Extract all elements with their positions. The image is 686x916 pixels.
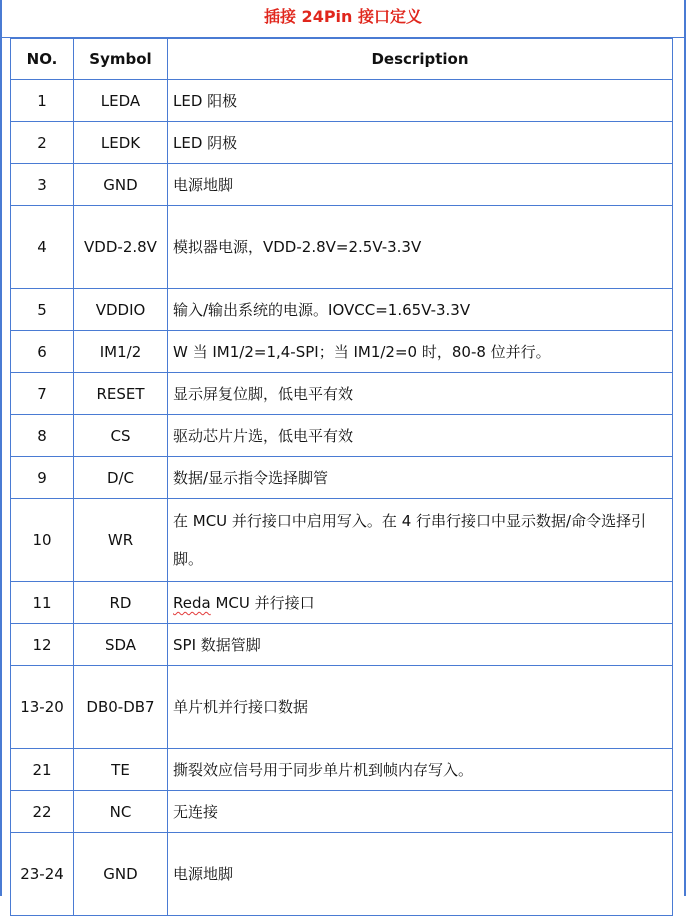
pin-symbol: VDD-2.8V xyxy=(74,206,168,289)
table-row xyxy=(11,833,673,916)
pin-number: 3 xyxy=(11,164,74,206)
pin-number: 13-20 xyxy=(11,666,74,749)
pin-description: 模拟器电源，VDD-2.8V=2.5V-3.3V xyxy=(168,206,673,289)
pin-description: W 当 IM1/2=1,4-SPI；当 IM1/2=0 时，80-8 位并行。 xyxy=(168,331,673,373)
pin-symbol: RD xyxy=(74,582,168,624)
pin-description: 数据/显示指令选择脚管 xyxy=(168,457,673,499)
pin-number: 23-24 xyxy=(11,833,74,916)
table-row xyxy=(11,164,673,206)
pin-number: 4 xyxy=(11,206,74,289)
header-no: NO. xyxy=(11,39,74,80)
table-row xyxy=(11,331,673,373)
pin-number: 7 xyxy=(11,373,74,415)
table-row xyxy=(11,791,673,833)
table-row xyxy=(11,206,673,289)
pin-description: 单片机并行接口数据 xyxy=(168,666,673,749)
pin-symbol: CS xyxy=(74,415,168,457)
pin-description: 在 MCU 并行接口中启用写入。在 4 行串行接口中显示数据/命令选择引脚。 xyxy=(168,499,673,582)
table-row xyxy=(11,582,673,624)
table-row xyxy=(11,457,673,499)
pin-symbol: LEDA xyxy=(74,80,168,122)
table-title: 插接 24Pin 接口定义 xyxy=(0,0,686,38)
pin-symbol: NC xyxy=(74,791,168,833)
pin-number: 8 xyxy=(11,415,74,457)
pin-description: SPI 数据管脚 xyxy=(168,624,673,666)
pin-symbol: D/C xyxy=(74,457,168,499)
pin-description: 驱动芯片片选，低电平有效 xyxy=(168,415,673,457)
pin-description: 无连接 xyxy=(168,791,673,833)
pin-symbol: SDA xyxy=(74,624,168,666)
pin-number: 10 xyxy=(11,499,74,582)
pin-number: 21 xyxy=(11,749,74,791)
pin-definition-table xyxy=(10,38,673,916)
pin-symbol: TE xyxy=(74,749,168,791)
pin-number: 11 xyxy=(11,582,74,624)
pin-number: 12 xyxy=(11,624,74,666)
table-row xyxy=(11,373,673,415)
pin-description: LED 阳极 xyxy=(168,80,673,122)
pin-number: 22 xyxy=(11,791,74,833)
pin-number: 1 xyxy=(11,80,74,122)
pin-description: 电源地脚 xyxy=(168,833,673,916)
table-row xyxy=(11,499,673,582)
pin-number: 6 xyxy=(11,331,74,373)
table-row xyxy=(11,80,673,122)
pin-description: 电源地脚 xyxy=(168,164,673,206)
pin-description: 显示屏复位脚，低电平有效 xyxy=(168,373,673,415)
pin-description: 输入/输出系统的电源。IOVCC=1.65V-3.3V xyxy=(168,289,673,331)
pin-description xyxy=(168,582,673,624)
misspelled-word: Reda xyxy=(173,594,211,612)
pin-symbol: VDDIO xyxy=(74,289,168,331)
pin-symbol: WR xyxy=(74,499,168,582)
pin-description: 撕裂效应信号用于同步单片机到帧内存写入。 xyxy=(168,749,673,791)
pin-number: 5 xyxy=(11,289,74,331)
header-symbol: Symbol xyxy=(74,39,168,80)
table-row xyxy=(11,122,673,164)
pin-description: LED 阴极 xyxy=(168,122,673,164)
pin-description-rest: MCU 并行接口 xyxy=(210,594,315,612)
table-row xyxy=(11,749,673,791)
pin-symbol: GND xyxy=(74,164,168,206)
table-row xyxy=(11,624,673,666)
pin-number: 9 xyxy=(11,457,74,499)
pin-symbol: RESET xyxy=(74,373,168,415)
table-row xyxy=(11,289,673,331)
pin-symbol: DB0-DB7 xyxy=(74,666,168,749)
pin-symbol: LEDK xyxy=(74,122,168,164)
pin-symbol: IM1/2 xyxy=(74,331,168,373)
header-description: Description xyxy=(168,39,673,80)
table-header-row xyxy=(11,39,673,80)
pin-symbol: GND xyxy=(74,833,168,916)
table-row xyxy=(11,415,673,457)
table-row xyxy=(11,666,673,749)
pin-number: 2 xyxy=(11,122,74,164)
